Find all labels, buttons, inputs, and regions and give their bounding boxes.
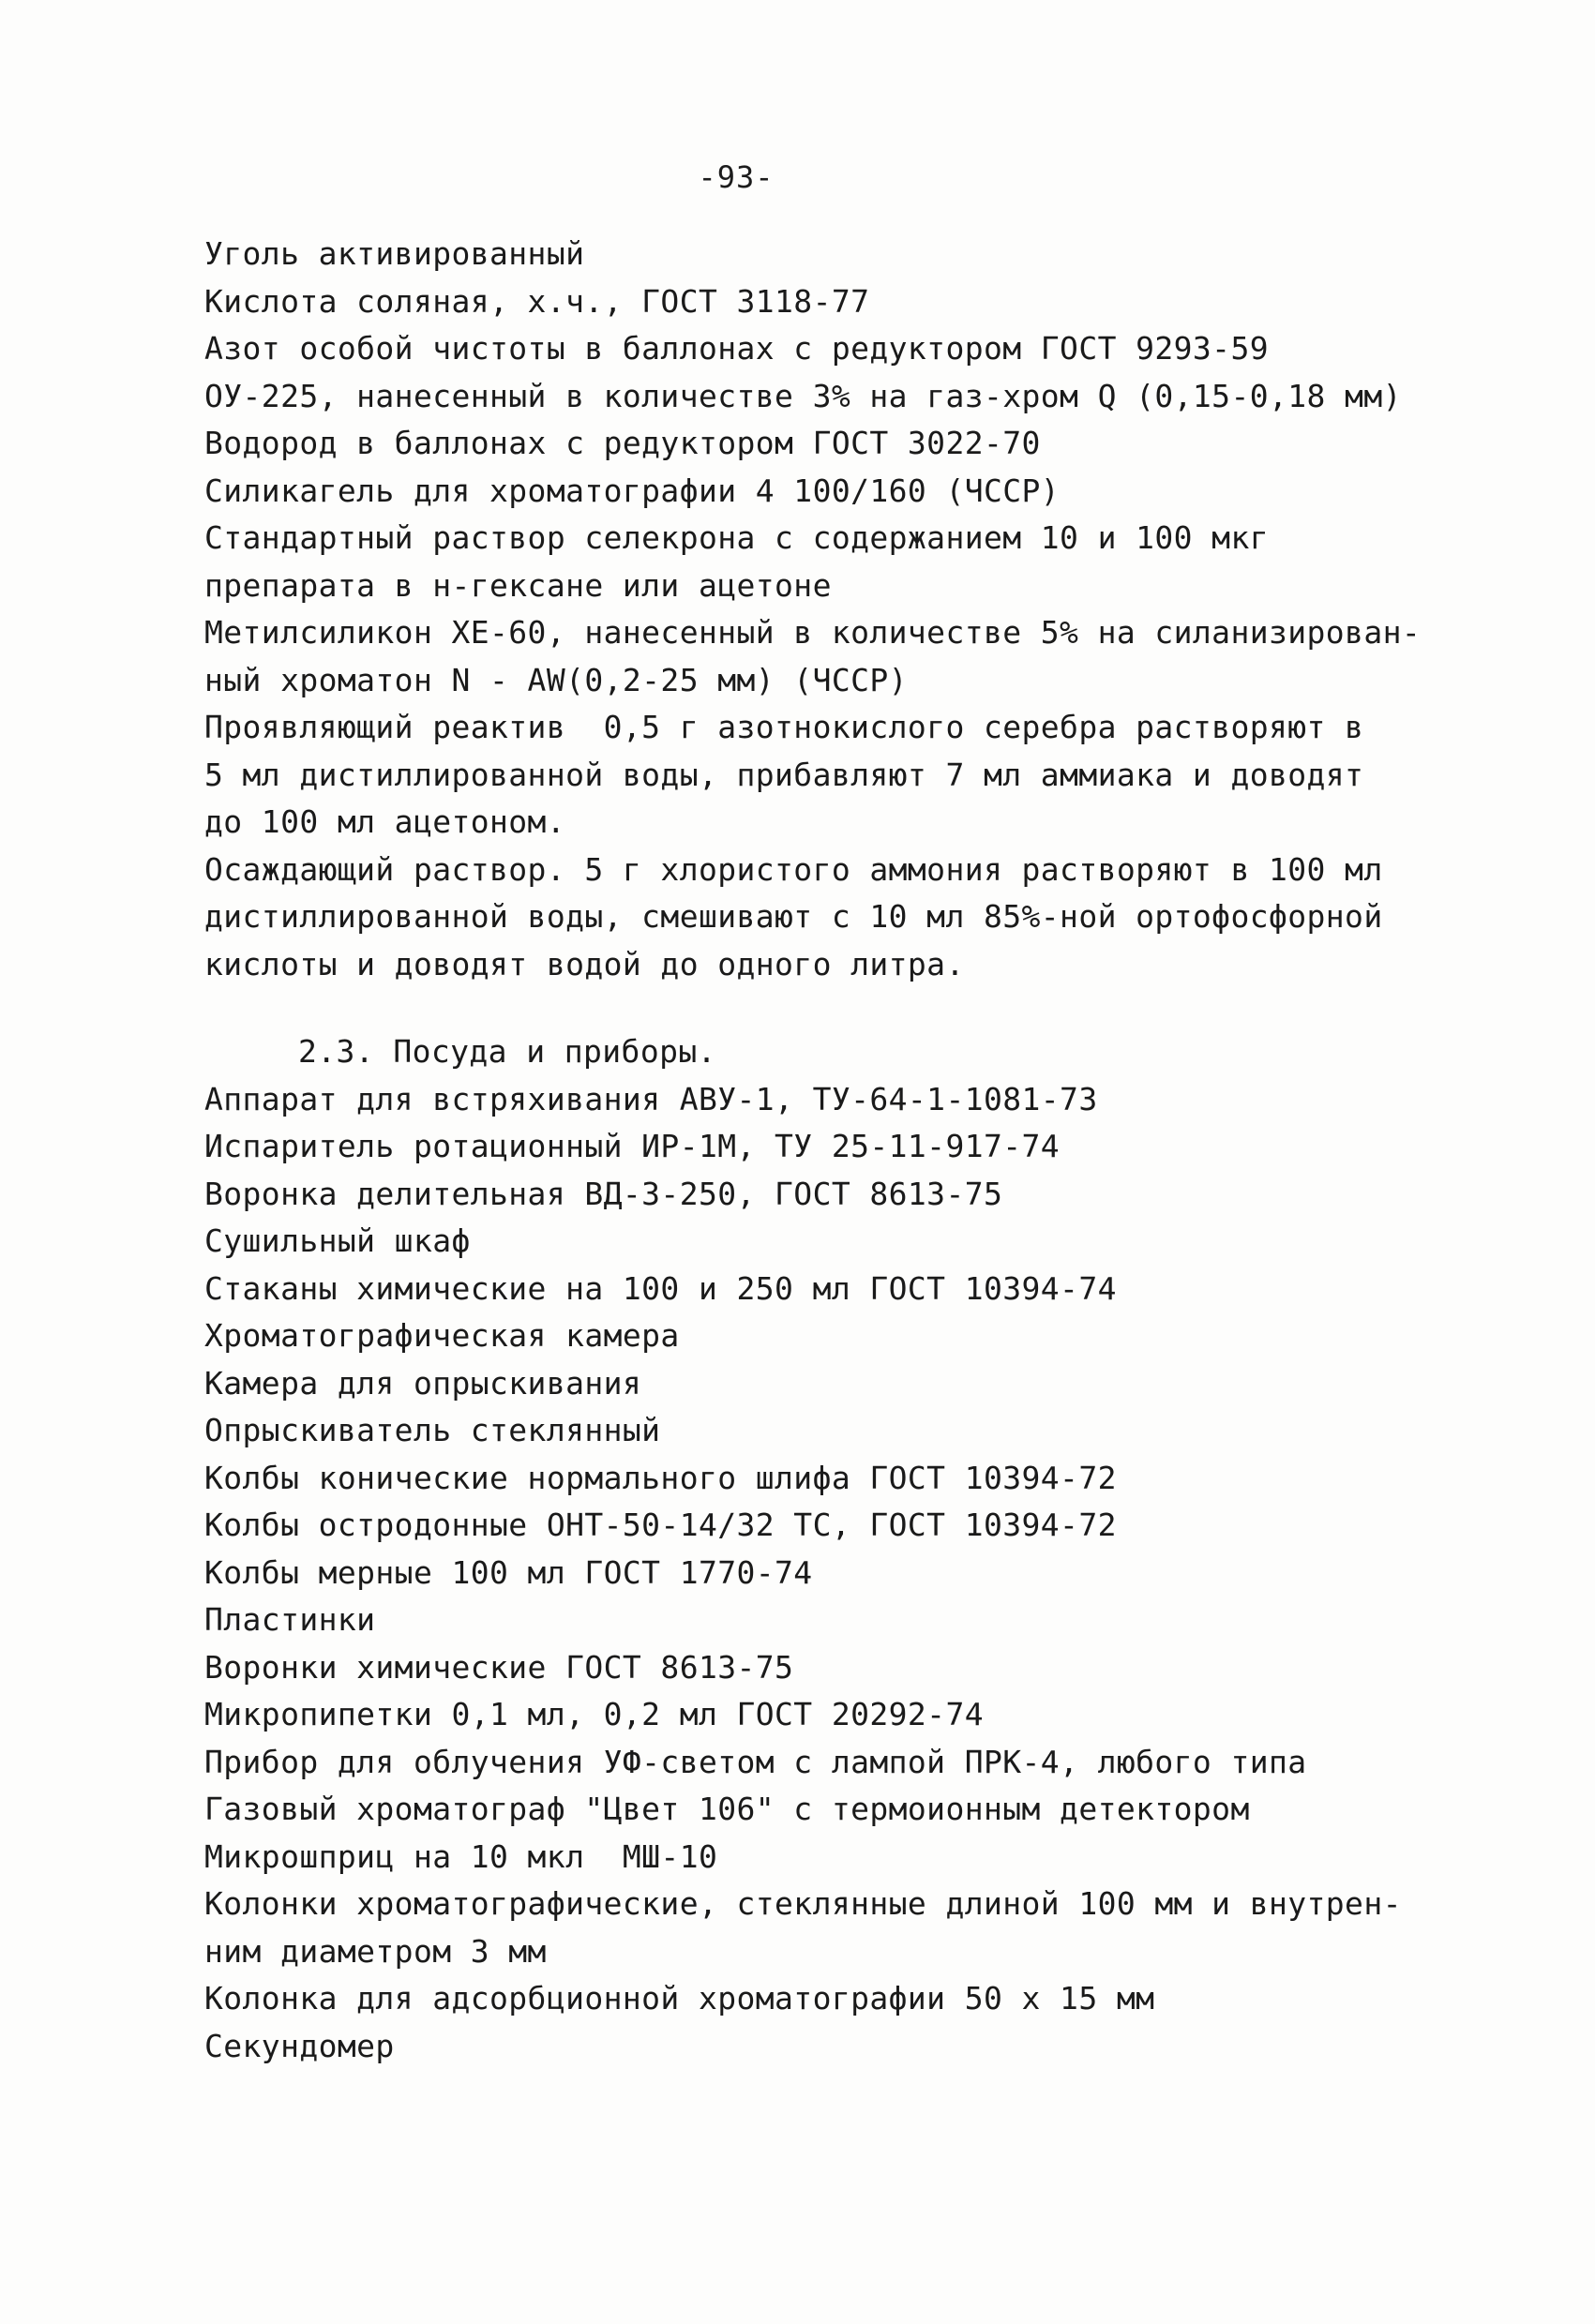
- equipment-line: Колбы мерные 100 мл ГОСТ 1770-74: [204, 1553, 813, 1591]
- materials-line: дистиллированной воды, смешивают с 10 мл 85%-ной ортофосфорной: [204, 898, 1383, 935]
- materials-line: Уголь активированный: [204, 235, 585, 272]
- materials-line: Азот особой чистоты в баллонах с редуктором ГОСТ 9293-59: [204, 330, 1269, 367]
- equipment-line: Камера для опрыскивания: [204, 1364, 642, 1402]
- materials-line: Метилсиликон ХЕ-60, нанесенный в количестве 5% на силанизирован-: [204, 614, 1422, 651]
- equipment-line: Газовый хроматограф "Цвет 106" с термоионным детектором: [204, 1791, 1250, 1827]
- equipment-section: [204, 1028, 1461, 2070]
- equipment-line: Колбы конические нормального шлифа ГОСТ 10394-72: [204, 1459, 1117, 1496]
- equipment-line: Аппарат для встряхивания АВУ-1, ТУ-64-1-1081-73: [204, 1080, 1098, 1117]
- equipment-line: ним диаметром 3 мм: [204, 1932, 547, 1970]
- materials-line: ный хроматон N - AW(0,2-25 мм) (ЧССР): [204, 661, 908, 698]
- materials-line: 5 мл дистиллированной воды, прибавляют 7 мл аммиака и доводят: [204, 756, 1364, 793]
- equipment-line: Микрошприц на 10 мкл МШ-10: [204, 1837, 718, 1875]
- equipment-line: Стаканы химические на 100 и 250 мл ГОСТ 10394-74: [204, 1269, 1117, 1307]
- materials-line: Стандартный раствор селекрона с содержанием 10 и 100 мкг: [204, 519, 1269, 556]
- equipment-line: Колонки хроматографические, стеклянные длиной 100 мм и внутрен-: [204, 1885, 1402, 1922]
- materials-list: [204, 231, 1461, 988]
- materials-line: Проявляющий реактив 0,5 г азотнокислого серебра растворяют в: [204, 709, 1364, 745]
- materials-line: препарата в н-гексане или ацетоне: [204, 566, 832, 604]
- equipment-line: Испаритель ротационный ИР-1М, ТУ 25-11-917-74: [204, 1128, 1061, 1164]
- equipment-line: Колбы остродонные ОНТ-50-14/32 ТС, ГОСТ 10394-72: [204, 1507, 1117, 1543]
- page-number: -93-: [698, 159, 775, 195]
- equipment-line: Пластинки: [204, 1601, 376, 1638]
- equipment-line: Прибор для облучения УФ-светом с лампой ПРК-4, любого типа: [204, 1743, 1307, 1780]
- equipment-line: Колонка для адсорбционной хроматографии 50 х 15 мм: [204, 1980, 1155, 2017]
- materials-line: ОУ-225, нанесенный в количестве 3% на газ-хром Q (0,15-0,18 мм): [204, 377, 1402, 414]
- materials-line: Осаждающий раствор. 5 г хлористого аммония растворяют в 100 мл: [204, 850, 1383, 888]
- equipment-line: Воронки химические ГОСТ 8613-75: [204, 1648, 794, 1686]
- equipment-line: Сушильный шкаф: [204, 1222, 471, 1259]
- equipment-line: Хроматографическая камера: [204, 1317, 680, 1354]
- materials-line: до 100 мл ацетоном.: [204, 803, 566, 840]
- materials-line: Кислота соляная, х.ч., ГОСТ 3118-77: [204, 282, 870, 320]
- materials-line: кислоты и доводят водой до одного литра.: [204, 945, 965, 982]
- section-heading: 2.3. Посуда и приборы.: [298, 1033, 716, 1070]
- equipment-line: Воронка делительная ВД-3-250, ГОСТ 8613-75: [204, 1175, 1003, 1212]
- equipment-line: Микропипетки 0,1 мл, 0,2 мл ГОСТ 20292-74: [204, 1696, 984, 1732]
- materials-line: Водород в баллонах с редуктором ГОСТ 3022-70: [204, 425, 1041, 461]
- equipment-line: Секундомер: [204, 2027, 395, 2064]
- materials-line: Силикагель для хроматографии 4 100/160 (ЧССР): [204, 472, 1061, 509]
- equipment-line: Опрыскиватель стеклянный: [204, 1412, 661, 1448]
